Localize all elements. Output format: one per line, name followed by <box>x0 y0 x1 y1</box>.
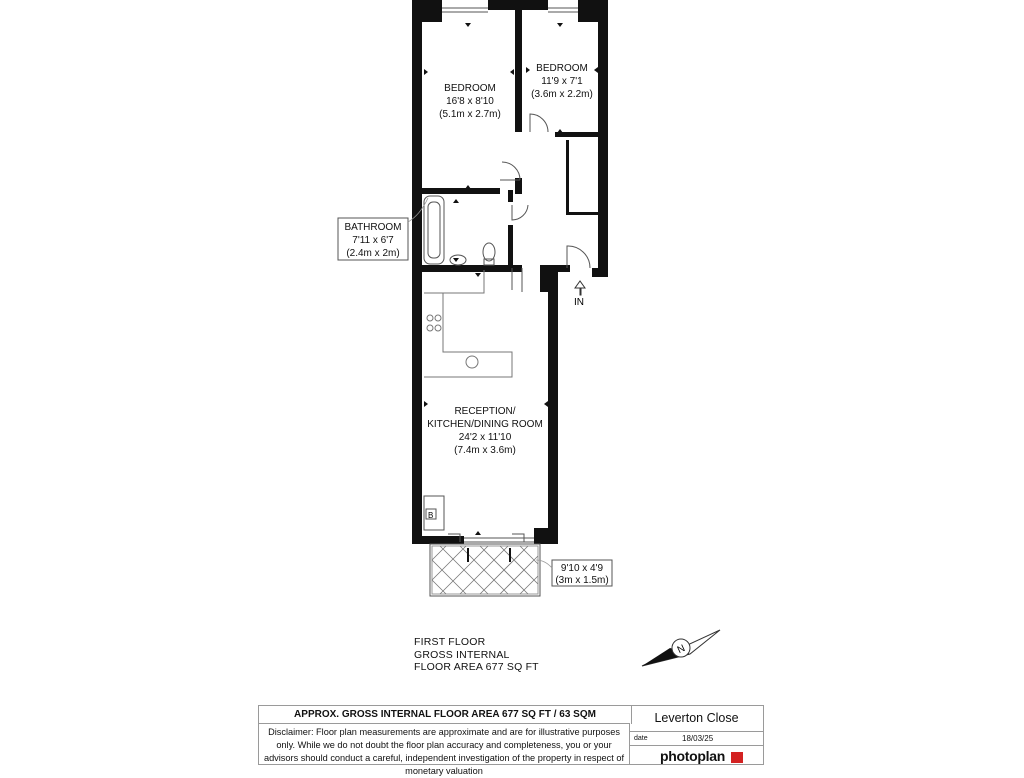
reception-imperial: 24'2 x 11'10 <box>458 432 512 443</box>
bedroom1-metric: (5.1m x 2.7m) <box>439 109 501 120</box>
balcony-imperial: 9'10 x 4'9 <box>560 563 604 574</box>
bathroom-fixtures <box>424 196 495 265</box>
boiler-label: B <box>428 511 434 520</box>
balcony-metric: (3m x 1.5m) <box>555 575 609 586</box>
entrance-arrow-icon <box>575 281 585 295</box>
toilet <box>483 243 495 261</box>
reception-name-line2: KITCHEN/DINING ROOM <box>427 419 543 430</box>
wall-b1-bottom <box>412 188 500 194</box>
door-entrance <box>567 246 590 268</box>
property-name: Leverton Close <box>630 706 763 732</box>
wall-reception-bottom-left <box>412 536 464 544</box>
bedroom1-imperial: 16'8 x 8'10 <box>446 96 494 107</box>
wall-hall-bottom <box>412 265 522 272</box>
wall-left-reception <box>412 268 422 544</box>
kitchen-fixtures <box>424 270 512 377</box>
basin <box>450 255 466 265</box>
door-bedroom1 <box>500 162 520 180</box>
bedroom2-imperial: 11'9 x 7'1 <box>541 76 583 87</box>
bedroom2-name: BEDROOM <box>536 63 588 74</box>
area-heading: APPROX. GROSS INTERNAL FLOOR AREA 677 SQ FT / 63 SQM <box>258 705 632 724</box>
kitchen-counter <box>424 270 512 377</box>
date-row <box>630 732 763 746</box>
bathroom-imperial: 7'11 x 6'7 <box>352 235 394 246</box>
floor-info-line3: FLOOR AREA 677 SQ FT <box>414 661 539 673</box>
date-label: date <box>634 735 648 742</box>
reception-metric: (7.4m x 3.6m) <box>454 445 516 456</box>
wall-wardrobe-left <box>566 140 569 214</box>
wall-hall-corner <box>592 268 608 277</box>
wall-top-b2-left <box>520 0 548 10</box>
compass-letter: N <box>675 643 687 657</box>
balcony <box>430 544 540 596</box>
reception-name-line1: RECEPTION/ <box>454 406 516 417</box>
wall-reception-bottom-right <box>534 528 558 544</box>
disclaimer: Disclaimer: Floor plan measurements are approximate and are for illustrative purposes only. While we do not doubt the floor plan accuracy and completeness, you or your advisors should conduct a careful, independent investigation of the property in respect of monetary valuation <box>258 723 630 765</box>
door-bedroom2 <box>530 114 548 132</box>
brand-logo: photoplan <box>660 748 725 764</box>
floor-info-line2: GROSS INTERNAL <box>414 648 510 661</box>
bedroom1-name: BEDROOM <box>444 83 496 94</box>
floor-info <box>414 636 539 674</box>
wall-wardrobe-bottom <box>566 212 600 215</box>
compass-icon <box>642 630 720 666</box>
bathroom-metric: (2.4m x 2m) <box>346 248 400 259</box>
wall-right-reception <box>548 268 558 544</box>
sink <box>466 356 478 368</box>
entrance-label: IN <box>574 297 584 308</box>
wall-bath-right <box>508 225 513 270</box>
wall-right-b2 <box>598 0 608 277</box>
bathroom-name: BATHROOM <box>344 222 402 233</box>
hob-ring <box>427 315 433 321</box>
balcony-callout <box>536 560 612 586</box>
wall-top-b1-left <box>412 0 442 22</box>
wall-left-upper <box>412 0 422 270</box>
floor-info-line1: FIRST FLOOR <box>414 636 486 648</box>
door-bathroom <box>512 205 528 220</box>
date-value: 18/03/25 <box>682 734 714 743</box>
wall-bath-right-top <box>508 190 513 202</box>
property-box <box>630 705 764 765</box>
bathtub <box>424 196 444 264</box>
brand-mark-icon <box>731 752 743 763</box>
wall-right-reception-jog <box>540 268 552 292</box>
wall-bedroom-divider <box>515 0 522 132</box>
bedroom2-metric: (3.6m x 2.2m) <box>531 89 593 100</box>
